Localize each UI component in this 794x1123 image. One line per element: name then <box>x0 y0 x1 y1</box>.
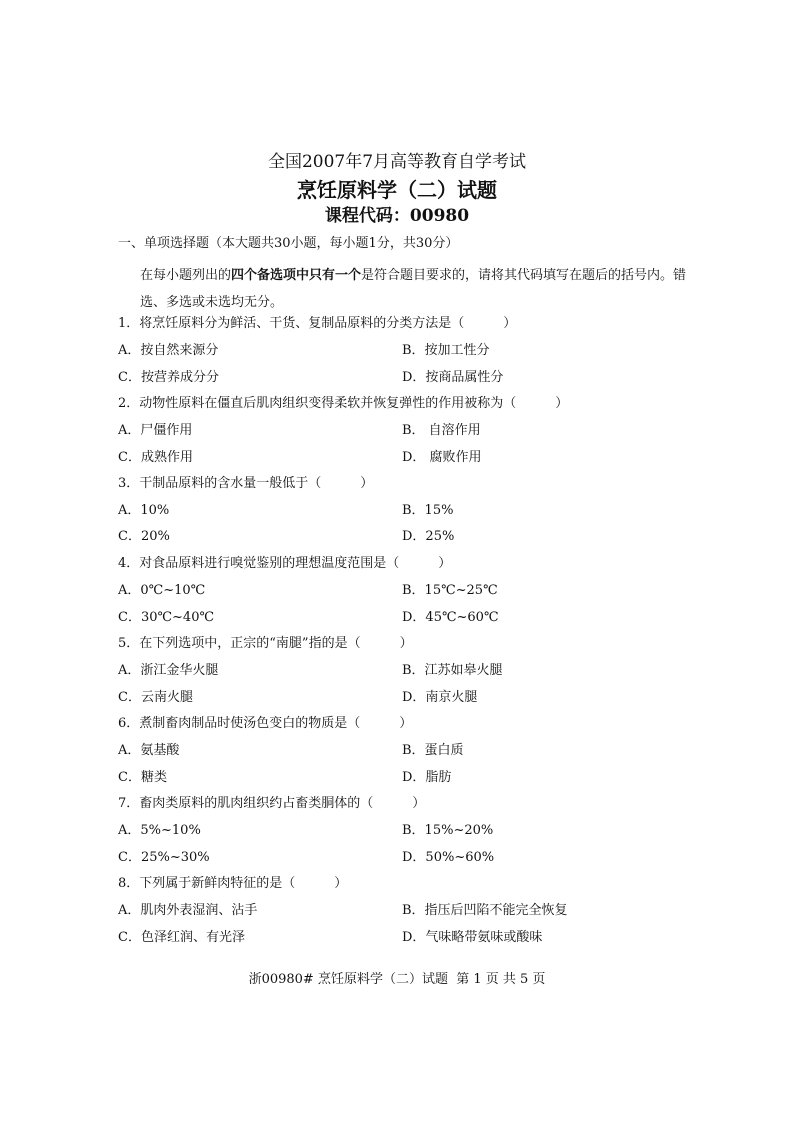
exam-title: 全国2007年7月高等教育自学考试 <box>267 152 527 172</box>
option-d: D．气味略带氨味或酸味 <box>402 930 543 945</box>
option-b: B．指压后凹陷不能完全恢复 <box>402 903 568 918</box>
option-d: D．按商品属性分 <box>402 370 504 385</box>
course-code: 课程代码：00980 <box>324 206 470 226</box>
option-c: C．色泽红润、有光泽 <box>118 930 245 945</box>
option-a: A．氨基酸 <box>118 743 180 758</box>
option-a: A．5%~10% <box>118 823 201 838</box>
option-b: B．15% <box>402 503 454 518</box>
page-footer: 浙00980# 烹饪原料学（二）试题 第 1 页 共 5 页 <box>248 972 546 987</box>
option-b: B． 自溶作用 <box>402 423 481 438</box>
option-a: A．按自然来源分 <box>118 343 219 358</box>
option-b: B．15℃~25℃ <box>402 583 498 598</box>
option-b: B．15%~20% <box>402 823 494 838</box>
question-stem: 1．将烹饪原料分为鲜活、干货、复制品原料的分类方法是（ ） <box>118 316 517 331</box>
option-d: D．南京火腿 <box>402 690 478 705</box>
option-c: C．30℃~40℃ <box>118 610 215 625</box>
option-b: B．按加工性分 <box>402 343 490 358</box>
section-title: 一、单项选择题（本大题共30小题，每小题1分，共30分） <box>118 236 459 251</box>
question-stem: 3．干制品原料的含水量一般低于（ ） <box>118 476 374 491</box>
option-a: A．浙江金华火腿 <box>118 663 219 678</box>
question-stem: 2．动物性原料在僵直后肌肉组织变得柔软并恢复弹性的作用被称为（ ） <box>118 396 569 411</box>
question-stem: 6．煮制畜肉制品时使汤色变白的物质是（ ） <box>118 716 413 731</box>
option-a: A．10% <box>118 503 170 518</box>
option-d: D．脂肪 <box>402 770 452 785</box>
instruction-text-1: 在每小题列出的 <box>140 268 232 283</box>
option-d: D． 腐败作用 <box>402 450 482 465</box>
question-stem: 7．畜肉类原料的肌肉组织约占畜类胴体的（ ） <box>118 796 426 811</box>
option-c: C．20% <box>118 529 170 544</box>
option-c: C．云南火腿 <box>118 690 193 705</box>
option-a: A．肌肉外表湿润、沾手 <box>118 903 258 918</box>
option-d: D．50%~60% <box>402 850 495 865</box>
option-d: D．25% <box>402 529 455 544</box>
option-b: B．蛋白质 <box>402 743 464 758</box>
option-b: B．江苏如皋火腿 <box>402 663 503 678</box>
option-c: C．按营养成分分 <box>118 370 219 385</box>
option-c: C．成熟作用 <box>118 450 193 465</box>
question-stem: 4．对食品原料进行嗅觉鉴别的理想温度范围是（ ） <box>118 556 452 571</box>
question-stem: 8．下列属于新鲜肉特征的是（ ） <box>118 876 348 891</box>
section-instruction <box>140 262 700 316</box>
course-title: 烹饪原料学（二）试题 <box>297 178 497 202</box>
question-stem: 5．在下列选项中，正宗的“南腿”指的是（ ） <box>118 636 413 651</box>
option-a: A．0℃~10℃ <box>118 583 206 598</box>
instruction-text-2: 是符合题目要求的，请将其代码填写在题后的括号内。错选、多选或未选均无分。 <box>140 268 687 310</box>
option-d: D．45℃~60℃ <box>402 610 499 625</box>
instruction-emphasis: 四个备选项中只有一个 <box>231 268 362 283</box>
option-c: C．25%~30% <box>118 850 210 865</box>
option-a: A．尸僵作用 <box>118 423 193 438</box>
option-c: C．糖类 <box>118 770 167 785</box>
